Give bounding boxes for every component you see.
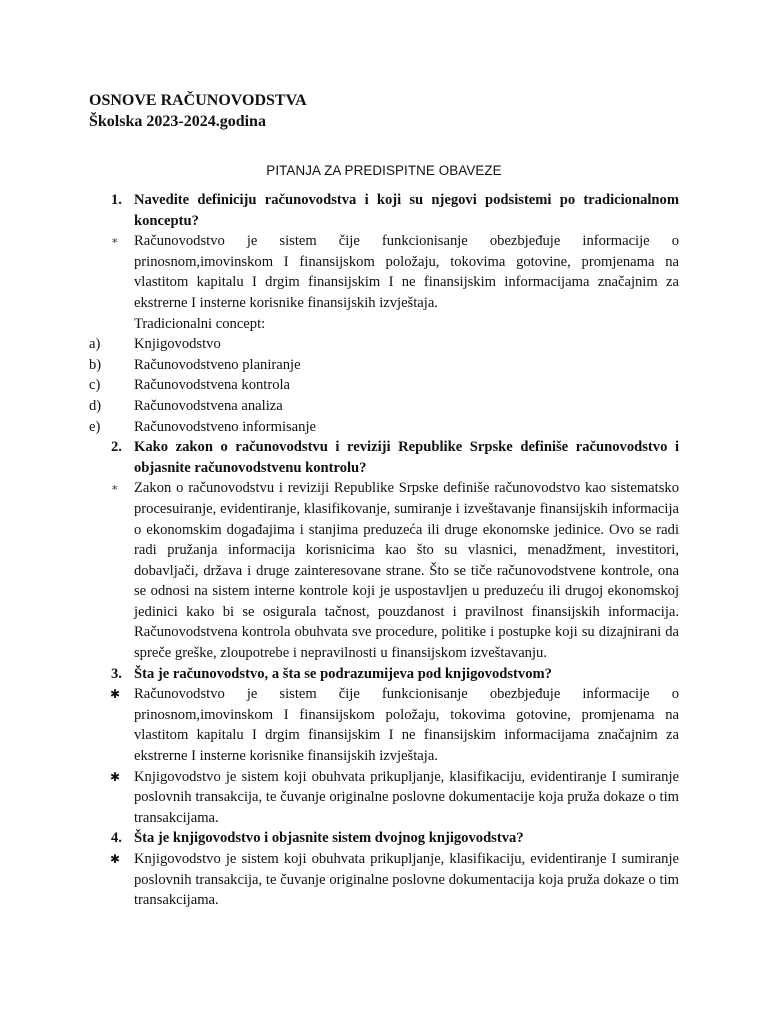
list-marker: c) <box>89 377 101 394</box>
question-text: Šta je računovodstvo, a šta se podrazumijeva pod knjigovodstvom? <box>134 665 552 682</box>
question-text: Kako zakon o računovodstvu i reviziji Republike Srpske definiše računovodstvo i objasnite računovodstvenu kontrolu? <box>134 439 679 476</box>
answer-2 <box>0 478 768 663</box>
question-2 <box>0 437 768 478</box>
list-item-text: Računovodstvena analiza <box>134 397 283 414</box>
list-item <box>0 355 768 376</box>
bullet-icon: ✱ <box>110 687 121 702</box>
concept-label-row <box>0 314 768 335</box>
document-title: OSNOVE RAČUNOVODSTVA <box>89 92 307 109</box>
question-4 <box>0 828 768 849</box>
bullet-icon: ∗ <box>111 482 119 495</box>
list-item-text: Računovodstveno planiranje <box>134 356 301 373</box>
answer-3b <box>0 767 768 829</box>
question-number: 3. <box>111 665 122 682</box>
list-marker: b) <box>89 356 102 373</box>
bullet-icon: ✱ <box>110 769 121 784</box>
questions-list <box>0 190 768 911</box>
section-heading: PITANJA ZA PREDISPITNE OBAVEZE <box>266 163 502 178</box>
bullet-icon: ∗ <box>111 235 119 248</box>
answer-text: Zakon o računovodstvu i reviziji Republike Srpske definiše računovodstvo kao sistematsko procesuiranje, evidentiranje, klasifikovanje, sumiranje i izveštavanje finansijskih informacija o ekonomskim događajima i stanjima preduzeća ili druge ekonomske jedinice. Ovo se radi radi pružanja informacija korisnicima kao što su vlasnici, menadžment, investitori, dobavljači, država i druge zainteresovane strane. Što se tiče računovodstvene kontrole, ona se odnosi na sistem interne kontrole koji je uspostavljen u preduzeću ili drugoj ekonomskoj jedinici kako bi se osigurala tačnost, pouzdanost i pravilnost finansijskih informacija. Računovodstvena kontrola obuhvata sve procedure, politike i postupke koji su dizajnirani da spreče greške, zloupotrebe i nepravilnosti u finansijskom izveštavanju. <box>134 480 679 662</box>
answer-4 <box>0 849 768 911</box>
question-number: 4. <box>111 830 122 847</box>
document-subtitle: Školska 2023-2024.godina <box>89 113 266 130</box>
question-number: 2. <box>111 439 122 456</box>
list-item-text: Računovodstveno informisanje <box>134 418 316 435</box>
bullet-icon: ✱ <box>110 852 121 866</box>
answer-text: Računovodstvo je sistem čije funkcionisanje obezbjeđuje informacije o prinosnom,imovinskom I finansijskom položaju, tokovima gotovine, promjenama na vlastitom kapitalu I drgim finansijskim I ne finansijskim informacijama značajnim za ekstrerne I insterne korisnike finansijskih izvještaja. <box>134 233 679 311</box>
question-1 <box>0 190 768 231</box>
list-item-text: Knjigovodstvo <box>134 336 221 353</box>
list-item <box>0 334 768 355</box>
answer-3a <box>0 684 768 766</box>
list-marker: d) <box>89 397 102 414</box>
question-number: 1. <box>111 192 122 208</box>
answer-text: Knjigovodstvo je sistem koji obuhvata prikupljanje, klasifikaciju, evidentiranje I sumiranje poslovnih transakcija, te čuvanje originalne poslovne dokumentacija koja pruža dokaze o tim transakcijama. <box>134 851 679 909</box>
answer-1 <box>0 231 768 313</box>
concept-label: Tradicionalni concept: <box>134 315 266 332</box>
list-item <box>0 375 768 396</box>
list-item <box>0 417 768 438</box>
list-item <box>0 396 768 417</box>
answer-text: Računovodstvo je sistem čije funkcionisanje obezbjeđuje informacije o prinosnom,imovinskom I finansijskom položaju, tokovima gotovine, promjenama na vlastitom kapitalu I drgim finansijskim I ne finansijskim informacijama značajnim za ekstrerne I insterne korisnike finansijskih izvještaja. <box>134 686 679 765</box>
answer-text: Knjigovodstvo je sistem koji obuhvata prikupljanje, klasifikaciju, evidentiranje I sumiranje poslovnih transakcija, te čuvanje originalne poslovne dokumentacije koja pruža dokaze o tim transakcijama. <box>134 768 679 826</box>
list-marker: e) <box>89 418 101 435</box>
question-text: Navedite definiciju računovodstva i koji su njegovi podsistemi po tradicionalnom konceptu? <box>134 192 679 229</box>
question-text: Šta je knjigovodstvo i objasnite sistem dvojnog knjigovodstva? <box>134 830 524 847</box>
list-marker: a) <box>89 336 101 353</box>
list-item-text: Računovodstvena kontrola <box>134 377 291 394</box>
question-3 <box>0 664 768 685</box>
